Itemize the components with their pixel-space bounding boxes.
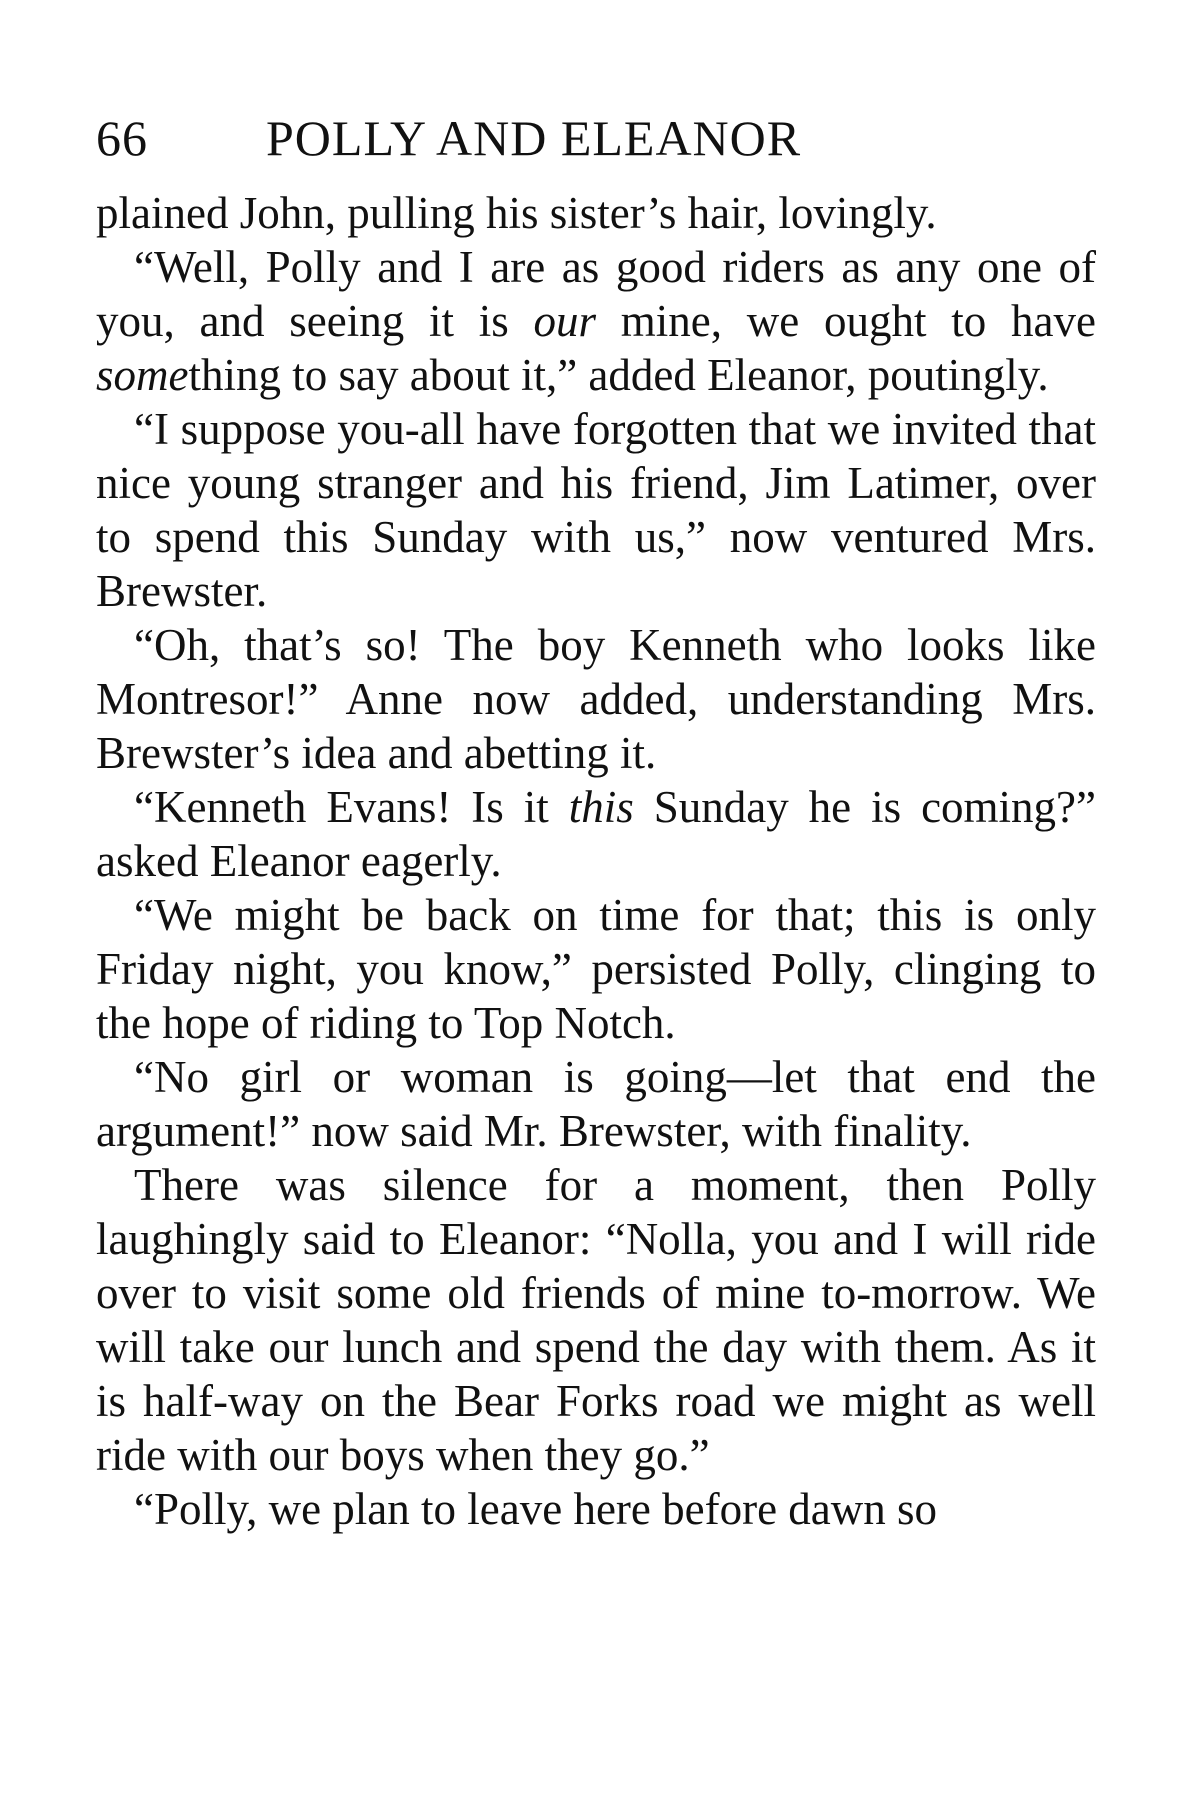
paragraph (96, 1482, 1096, 1536)
text-run: There was silence for a moment, then Polly laughingly said to Eleanor: “Nolla, you and I will ride over to visit some old friends of mine to-morrow. We will take our lunch and spend the day with them. As it is half-way on the Bear Forks road we might as well ride with our boys when they go.” (96, 1160, 1096, 1480)
text-run: “We might be back on time for that; this is only Friday night, you know,” persisted Polly, clinging to the hope of riding to Top Notch. (96, 890, 1096, 1048)
running-header (96, 108, 896, 168)
text-run: mine, we ought to have (596, 296, 1096, 346)
text-run: “Polly, we plan to leave here before dawn so (134, 1484, 938, 1534)
paragraph (96, 1158, 1096, 1482)
text-run: “Well, Polly and I are as good riders as any one of you, and seeing it is (96, 242, 1096, 346)
paragraph (96, 240, 1096, 402)
page-number: 66 (96, 110, 148, 166)
text-run: plained John, pulling his sister’s hair, lovingly. (96, 188, 937, 238)
italic-text: some (96, 350, 189, 400)
text-run: “No girl or woman is going—let that end the argument!” now said Mr. Brewster, with finality. (96, 1052, 1096, 1156)
paragraph (96, 1050, 1096, 1158)
italic-text: this (568, 782, 634, 832)
paragraph (96, 618, 1096, 780)
paragraph (96, 888, 1096, 1050)
paragraph (96, 186, 1096, 240)
paragraph (96, 402, 1096, 618)
text-run: “I suppose you-all have forgotten that we invited that nice young stranger and his friend, Jim Latimer, over to spend this Sunday with us,” now ventured Mrs. Brewster. (96, 404, 1096, 616)
text-run: “Oh, that’s so! The boy Kenneth who looks like Montresor!” Anne now added, understanding Mrs. Brewster’s idea and abetting it. (96, 620, 1096, 778)
italic-text: our (533, 296, 597, 346)
running-title: POLLY AND ELEANOR (266, 110, 802, 166)
paragraph (96, 780, 1096, 888)
body-text (96, 186, 1096, 1536)
text-run: “Kenneth Evans! Is it (134, 782, 569, 832)
text-run: thing to say about it,” added Eleanor, poutingly. (188, 350, 1049, 400)
text-run: Sunday he is coming?” asked Eleanor eagerly. (96, 782, 1096, 886)
